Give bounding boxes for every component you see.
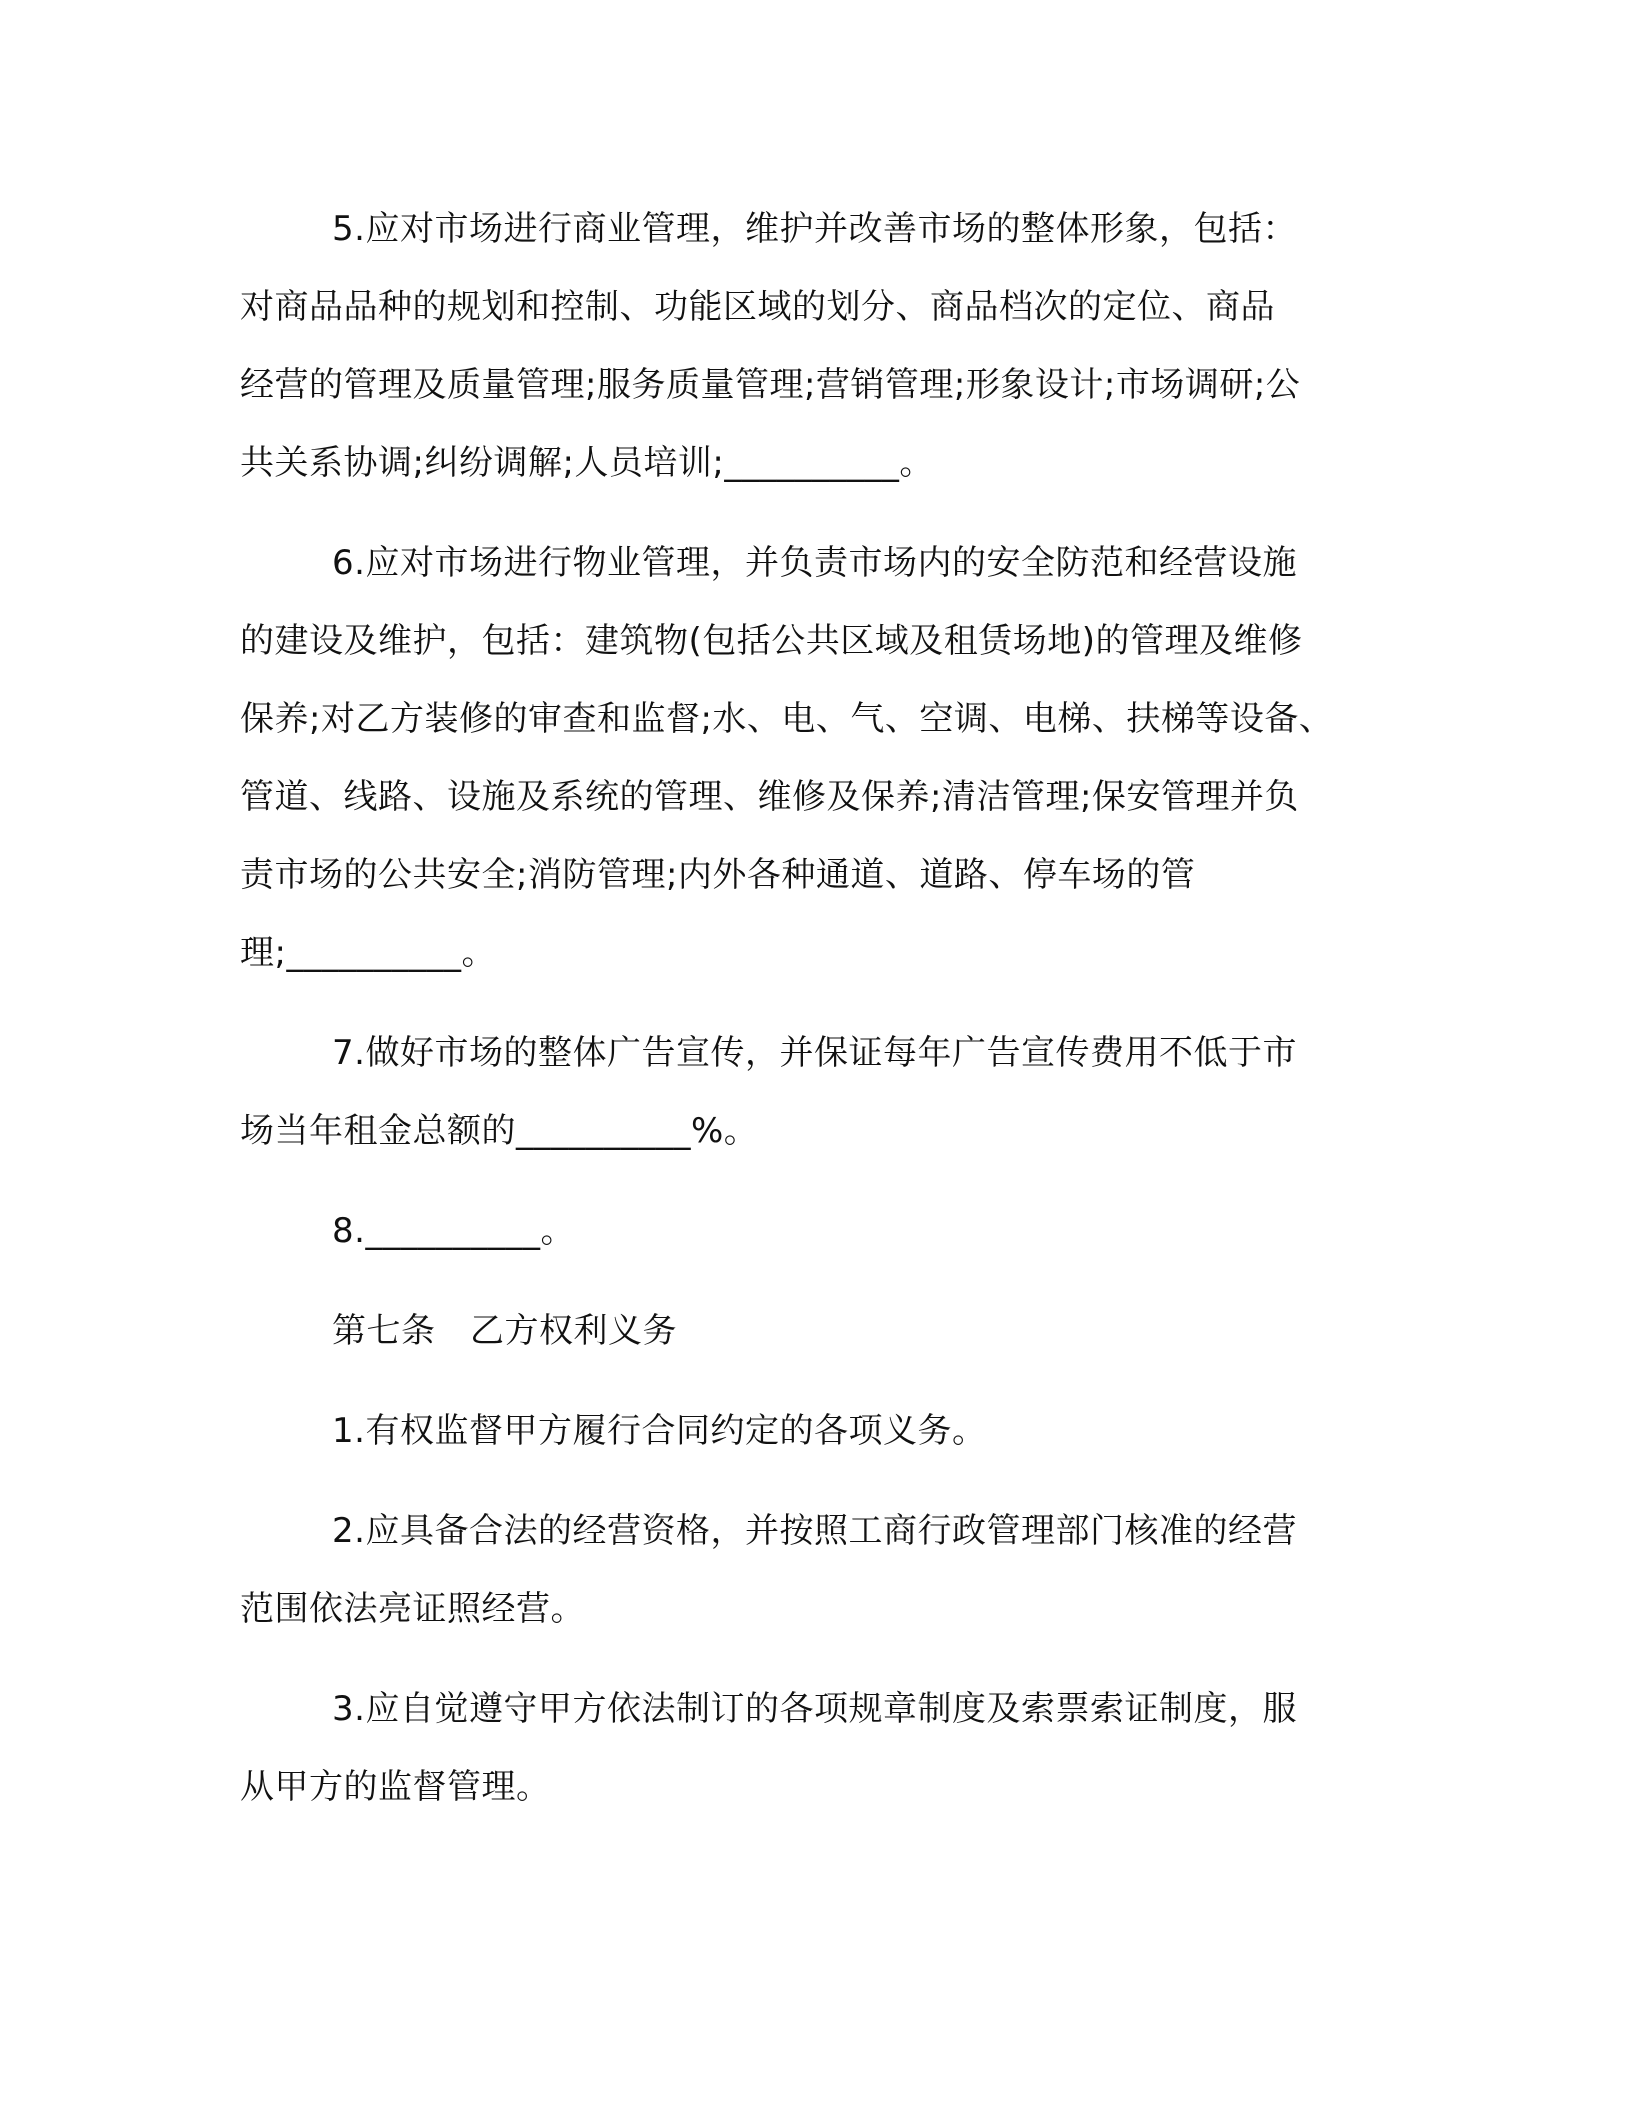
text-line: 的建设及维护，包括：建筑物(包括公共区域及租赁场地)的管理及维修 — [240, 621, 1303, 661]
party-b-paragraph-3 — [240, 1670, 1400, 1826]
text-line: 共关系协调;纠纷调解;人员培训;__________。 — [240, 443, 934, 483]
text-line: 2.应具备合法的经营资格，并按照工商行政管理部门核准的经营 — [332, 1511, 1297, 1551]
text-line: 从甲方的监督管理。 — [240, 1767, 551, 1807]
party-b-paragraph-2 — [240, 1492, 1400, 1648]
text-line: 1.有权监督甲方履行合同约定的各项义务。 — [332, 1411, 987, 1451]
text-line: 6.应对市场进行物业管理，并负责市场内的安全防范和经营设施 — [332, 543, 1297, 583]
party-b-paragraph-1 — [240, 1392, 1400, 1470]
text-line: 保养;对乙方装修的审查和监督;水、电、气、空调、电梯、扶梯等设备、 — [240, 699, 1334, 739]
document-body — [240, 190, 1400, 1848]
paragraph-item-7 — [240, 1014, 1400, 1170]
paragraph-item-8 — [240, 1192, 1400, 1270]
text-line: 责市场的公共安全;消防管理;内外各种通道、道路、停车场的管 — [240, 855, 1196, 895]
text-line: 范围依法亮证照经营。 — [240, 1589, 585, 1629]
text-line: 8.__________。 — [332, 1211, 575, 1251]
text-line: 场当年租金总额的__________%。 — [240, 1111, 759, 1151]
article-heading: 第七条 乙方权利义务 — [332, 1311, 677, 1351]
text-line: 对商品品种的规划和控制、功能区域的划分、商品档次的定位、商品 — [240, 287, 1275, 327]
text-line: 理;__________。 — [240, 933, 496, 973]
paragraph-item-5 — [240, 190, 1400, 502]
paragraph-item-6 — [240, 524, 1400, 992]
text-line: 3.应自觉遵守甲方依法制订的各项规章制度及索票索证制度，服 — [332, 1689, 1297, 1729]
text-line: 经营的管理及质量管理;服务质量管理;营销管理;形象设计;市场调研;公 — [240, 365, 1301, 405]
text-line: 5.应对市场进行商业管理，维护并改善市场的整体形象，包括： — [332, 209, 1297, 249]
text-line: 管道、线路、设施及系统的管理、维修及保养;清洁管理;保安管理并负 — [240, 777, 1299, 817]
text-line: 7.做好市场的整体广告宣传，并保证每年广告宣传费用不低于市 — [332, 1033, 1297, 1073]
